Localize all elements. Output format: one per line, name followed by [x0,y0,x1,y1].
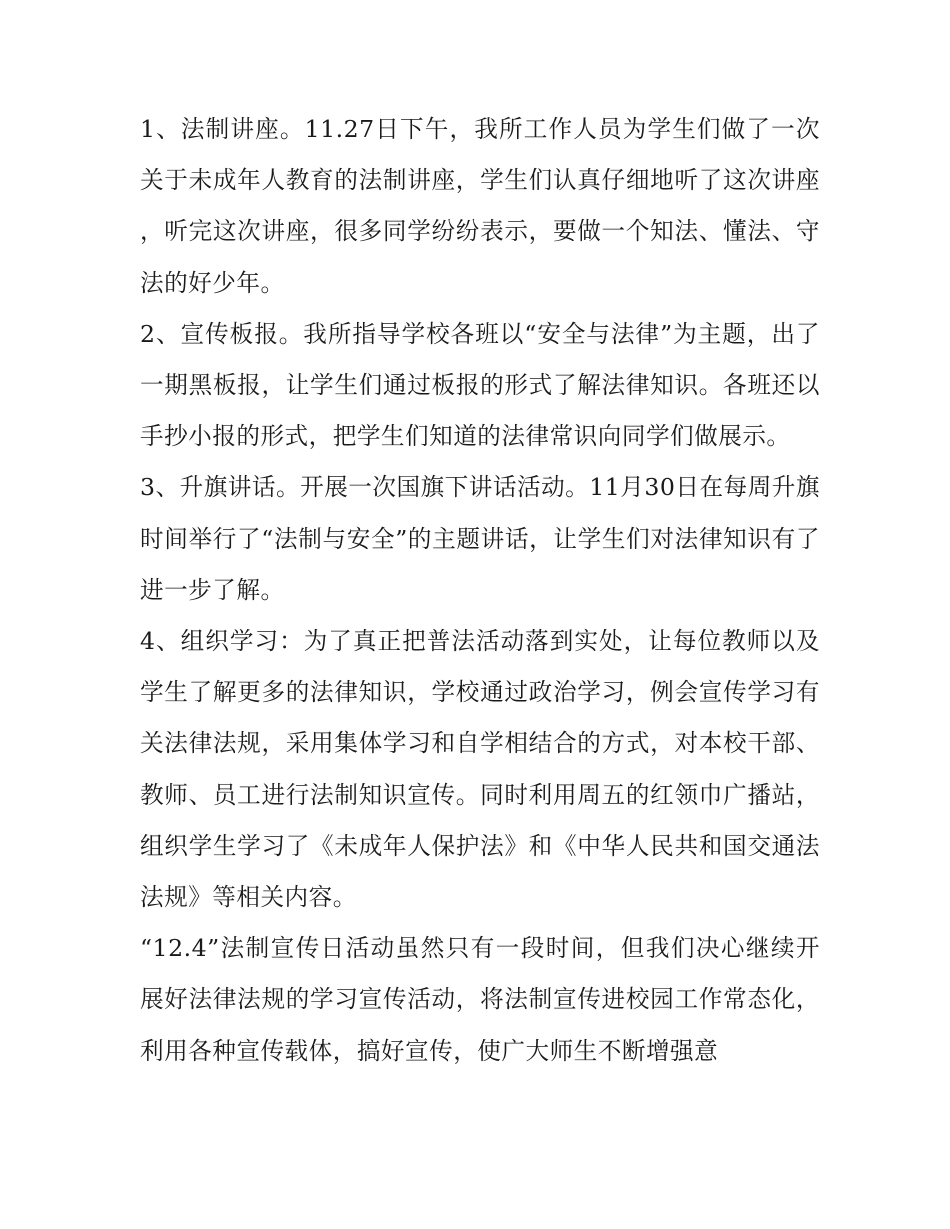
paragraph-flag-speech: 3、升旗讲话。开展一次国旗下讲话活动。11月30日在每周升旗时间举行了“法制与安全”的主题讲话，让学生们对法律知识有了进一步了解。 [140,473,820,604]
paragraph-study: 4、组织学习：为了真正把普法活动落到实处，让每位教师以及学生了解更多的法律知识，学校通过政治学习，例会宣传学习有关法律法规，采用集体学习和自学相结合的方式，对本校干部、教师、员工进行法制知识宣传。同时利用周五的红领巾广播站，组织学生学习了《未成年人保护法》和《中华人民共和国交通法法规》等相关内容。 [140,627,820,912]
document-body [140,104,820,1077]
paragraph-lecture: 1、法制讲座。11.27日下午，我所工作人员为学生们做了一次关于未成年人教育的法制讲座，学生们认真仔细地听了这次讲座，听完这次讲座，很多同学纷纷表示，要做一个知法、懂法、守法的好少年。 [140,115,820,297]
paragraph-blackboard: 2、宣传板报。我所指导学校各班以“安全与法律”为主题，出了一期黑板报，让学生们通过板报的形式了解法律知识。各班还以手抄小报的形式，把学生们知道的法律常识向同学们做展示。 [140,319,820,451]
paragraph-conclusion: “12.4”法制宣传日活动虽然只有一段时间，但我们决心继续开展好法律法规的学习宣传活动，将法制宣传进校园工作常态化，利用各种宣传载体，搞好宣传，使广大师生不断增强意 [140,934,820,1065]
